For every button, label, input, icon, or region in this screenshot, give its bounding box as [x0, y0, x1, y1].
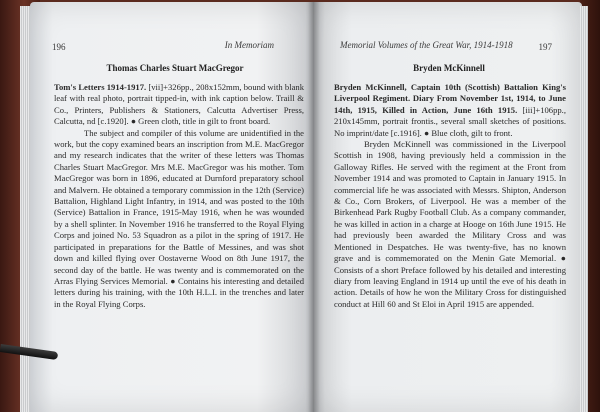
running-head: In Memoriam: [224, 40, 274, 50]
entry-description: [vii]+326pp., 208x152mm, bound with blank leaf with real photo, portrait tipped-in, with ink caption below. Traill & Co., Printers, Publishers & Stationers, Calcutta Advertiser Press, Calcutta, nd [c.1920]. ● Green cloth, title in gilt to front board.: [54, 82, 304, 127]
page-number: 197: [538, 42, 552, 52]
entry-text: [54, 82, 304, 310]
page-number: 196: [52, 42, 66, 52]
entry-title: Thomas Charles Stuart MacGregor: [106, 63, 244, 73]
right-page: [314, 2, 582, 412]
entry-heading: Tom's Letters 1914-1917.: [54, 82, 147, 92]
entry-title: Bryden McKinnell: [413, 63, 485, 73]
open-book: [8, 0, 590, 412]
entry-text: [334, 82, 566, 310]
left-page: [30, 2, 314, 412]
entry-body: The subject and compiler of this volume are unidentified in the work, but the copy examined bears an inscription from M.E. MacGregor and my research indicates that the writer of these letters was Thomas Charles Stuart MacGregor. Mrs M.E. MacGregor was his mother. Tom MacGregor was born in 1896, educated at Durnford preparatory school and Malvern. He obtained a temporary commission in the 12th (Service) Battalion, Highland Light Infantry, in 1914, and was posted to the 10th (Service) Battalion in France, 1915-May 1916, when he was wounded by a shell splinter. In November 1916 he transferred to the Royal Flying Corps and joined No. 53 Squadron as a pilot in the spring of 1917. He participated in preparations for the Battle of Messines, and was shot down and killed flying over Oostaverne Wood on 8th June 1917, the second day of the battle. He was twenty and is commemorated on the Arras Flying Services Memorial. ● Contains his interesting and detailed letters during his training, with the 10th H.L.I. in the trenches and later in the Royal Flying Corps.: [54, 127, 304, 309]
entry-body: Bryden McKinnell was commissioned in the Liverpool Scottish in 1908, having previously held a commission in the Galloway Rifles. He served with the regiment at the Front from November 1914 and was promoted to Captain in January 1915. In commercial life he was associated with Messrs. Shipton, Anderson & Co., Corn Brokers, of Liverpool. He was a member of the Birkenhead Park Rugby Football Club. As a company commander, he was killed in action in a charge at Hooge on 16th June 1915. He had previously been awarded the Military Cross and was Mentioned in Despatches. He was twenty-five, has no known grave and is commemorated on the Menin Gate Memorial. ● Consists of a short Preface followed by his detailed and interesting diary from leaving England in 1914 up until the eve of his death in action. Details of how he won the Military Cross for distinguished conduct at Hill 60 and St Eloi in April 1915 are appended.: [334, 139, 566, 309]
book-gutter: [308, 2, 320, 412]
page-edges-right: [580, 6, 588, 412]
running-head: Memorial Volumes of the Great War, 1914-1918: [340, 40, 513, 50]
entry-heading: Bryden McKinnell, Captain 10th (Scottish) Battalion King's Liverpool Regiment. Diary From November 1st, 1914, to June 14th, 1915, Killed in Action, June 16th 1915.: [334, 82, 566, 115]
entry-description: [iii]+106pp., 210x145mm, portrait frontis., several small sketches of positions. No imprint/date [c.1916]. ● Blue cloth, gilt to front.: [334, 104, 566, 138]
